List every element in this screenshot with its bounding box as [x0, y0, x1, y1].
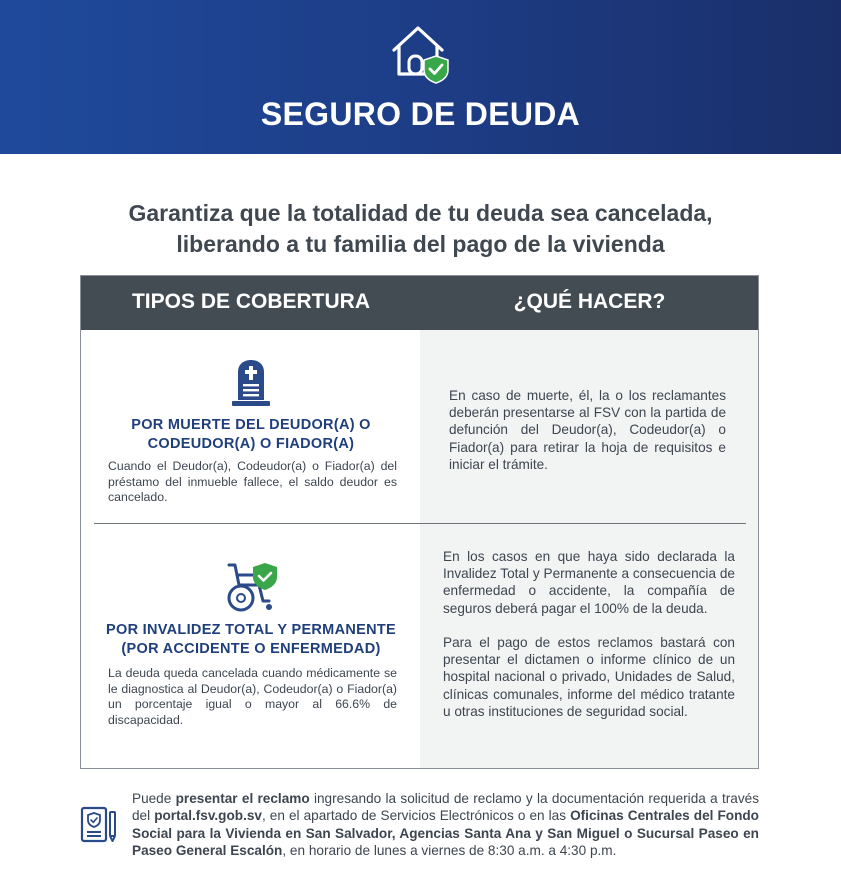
- header-banner: [0, 0, 841, 154]
- footer-offices: Oficinas Centrales del Fondo Social para la Vivienda en San Salvador, Agencias Santa Ana y San Miguel o Sucursal Paseo en Paseo General Escalón: [132, 808, 759, 859]
- coverage-description-death: Cuando el Deudor(a), Codeudor(a) o Fiador(a) del préstamo del inmueble fallece, el saldo deudor es cancelado.: [108, 459, 397, 504]
- subtitle-line-1: Garantiza que la totalidad de tu deuda sea cancelada,: [128, 200, 713, 226]
- house-shield-icon: [388, 22, 450, 84]
- coverage-title-disability: POR INVALIDEZ TOTAL Y PERMANENTE (POR ACCIDENTE O ENFERMEDAD): [106, 622, 396, 657]
- table-header: [81, 276, 758, 330]
- document-shield-pen-icon: [80, 806, 118, 844]
- coverage-table: [80, 275, 759, 769]
- coverage-title-death: POR MUERTE DEL DEUDOR(A) O CODEUDOR(A) O FIADOR(A): [131, 417, 371, 452]
- footer-highlight-claim: presentar el reclamo: [175, 791, 310, 806]
- subtitle-line-2: liberando a tu familia del pago de la vivienda: [176, 231, 665, 257]
- action-text-death: En caso de muerte, él, la o los reclamantes deberán presentarse al FSV con la partida de defunción del Deudor(a), Codeudor(a) o Fiador(a) para retirar la hoja de requisitos e iniciar el trámite.: [449, 388, 726, 472]
- footer-note: Puede presentar el reclamo ingresando la solicitud de reclamo y la documentación requerida a través del portal.fsv.gob.sv, en el apartado de Servicios Electrónicos o en las Oficinas Centrales del Fondo Social para la Vivienda en San Salvador, Agencias Santa Ana y San Miguel o Sucursal Paseo en Paseo General Escalón, en horario de lunes a viernes de 8:30 a.m. a 4:30 p.m.: [132, 791, 760, 859]
- action-text-disability-1: En los casos en que haya sido declarada la Invalidez Total y Permanente a consecuencia de enfermedad o accidente, la compañía de seguros deberá pagar el 100% de la deuda.: [443, 549, 735, 616]
- action-text-disability-2: Para el pago de estos reclamos bastará con presentar el dictamen o informe clínico de un hospital nacional o privado, Unidades de Salud, clínicas comunales, informe del médico tratante u otras instituciones de seguridad social.: [443, 635, 735, 719]
- subtitle: [60, 198, 781, 260]
- row-divider: [94, 523, 746, 524]
- tombstone-icon: [229, 358, 273, 408]
- footer-portal-link[interactable]: portal.fsv.gob.sv: [154, 808, 262, 824]
- header-what-to-do: ¿QUÉ HACER?: [513, 290, 666, 313]
- header-coverage-types: TIPOS DE COBERTURA: [131, 290, 370, 313]
- page-title: SEGURO DE DEUDA: [260, 96, 581, 132]
- coverage-description-disability: La deuda queda cancelada cuando médicamente se le diagnostica al Deudor(a), Codeudor(a) o Fiador(a) un porcentaje igual o mayor al 66.6% de discapacidad.: [108, 666, 397, 727]
- wheelchair-shield-icon: [225, 561, 279, 613]
